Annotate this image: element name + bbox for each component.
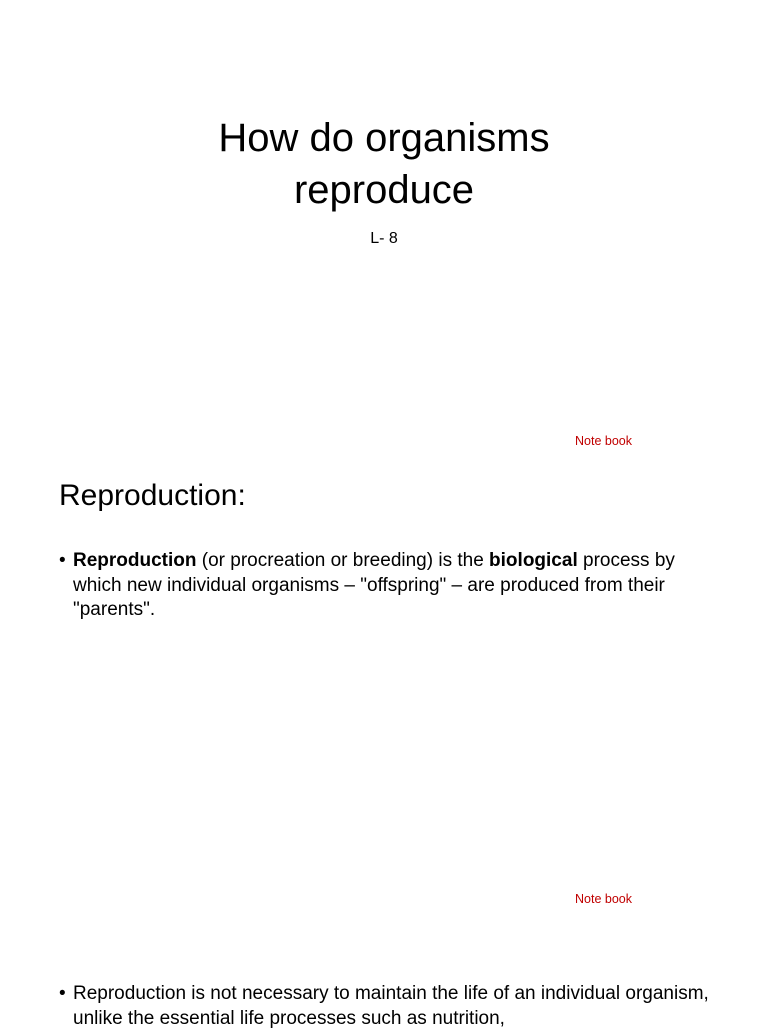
reproduction-slide bbox=[0, 433, 768, 866]
bold-term-reproduction: Reproduction bbox=[73, 550, 197, 571]
slide-title-line-2: reproduce bbox=[293, 168, 475, 212]
title-slide bbox=[0, 0, 768, 433]
bullet-item bbox=[59, 549, 724, 623]
slide-title bbox=[0, 112, 768, 216]
notebook-note: Note book bbox=[575, 892, 632, 906]
bullet-text-part-1: (or procreation or breeding) is the bbox=[196, 550, 490, 571]
slide-subtitle: L- 8 bbox=[370, 230, 398, 247]
bullet-text: Reproduction is not necessary to maintain the life of an individual organism, unlike the essential life processes such as nutrition, bbox=[73, 983, 709, 1029]
slide-title-line-1: How do organisms bbox=[218, 116, 550, 160]
bullet-icon: • bbox=[59, 550, 66, 571]
slide-heading: Reproduction: bbox=[59, 479, 246, 512]
notebook-note: Note book bbox=[575, 434, 632, 448]
reproduction-necessity-slide bbox=[0, 866, 768, 1029]
bullet-text-part-2: process by which new individual organisms – "offspring" – are produced from their "parents". bbox=[73, 550, 675, 620]
bold-term-biological: biological bbox=[489, 550, 578, 571]
bullet-text bbox=[73, 549, 724, 623]
bullet-icon: • bbox=[59, 983, 66, 1004]
